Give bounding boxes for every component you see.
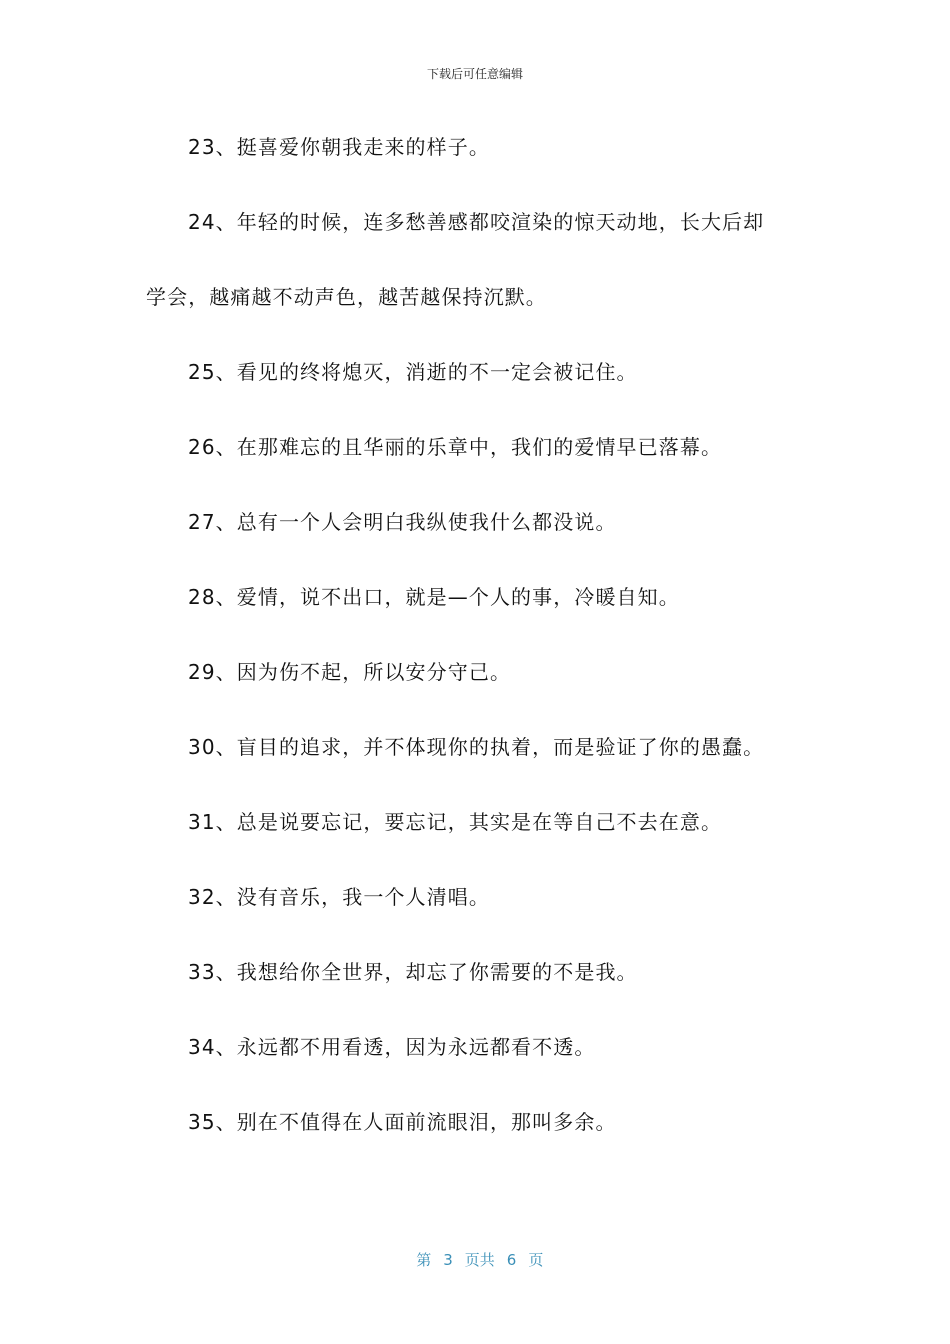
text-line: 35、别在不值得在人面前流眼泪，那叫多余。 [188, 1110, 617, 1134]
footer-prefix: 第 [416, 1251, 432, 1269]
footer-middle: 页共 [464, 1251, 495, 1269]
text-line: 34、永远都不用看透，因为永远都看不透。 [188, 1035, 596, 1059]
footer-suffix: 页 [528, 1251, 544, 1269]
text-line: 23、挺喜爱你朝我走来的样子。 [188, 135, 490, 159]
text-line: 26、在那难忘的且华丽的乐章中，我们的爱情早已落幕。 [188, 435, 723, 459]
text-line: 33、我想给你全世界，却忘了你需要的不是我。 [188, 960, 638, 984]
footer-total-pages: 6 [506, 1251, 517, 1269]
text-line: 28、爱情，说不出口，就是—个人的事，冷暖自知。 [188, 585, 680, 609]
document-body [146, 126, 806, 1176]
footer-page-number: 3 [443, 1251, 453, 1269]
text-line: 24、年轻的时候，连多愁善感都咬渲染的惊天动地，长大后却 [188, 210, 765, 234]
text-line: 31、总是说要忘记，要忘记，其实是在等自己不去在意。 [188, 810, 723, 834]
text-line: 27、总有一个人会明白我纵使我什么都没说。 [188, 510, 617, 534]
text-line: 30、盲目的追求，并不体现你的执着，而是验证了你的愚蠢。 [188, 735, 765, 759]
text-line: 29、因为伤不起，所以安分守己。 [188, 660, 512, 684]
page-header: 下载后可任意编辑 [426, 67, 523, 81]
text-line: 25、看见的终将熄灭，消逝的不一定会被记住。 [188, 360, 638, 384]
text-line-continuation: 学会，越痛越不动声色，越苦越保持沉默。 [146, 285, 547, 309]
text-line: 32、没有音乐，我一个人清唱。 [188, 885, 490, 909]
page-footer [0, 1230, 950, 1270]
